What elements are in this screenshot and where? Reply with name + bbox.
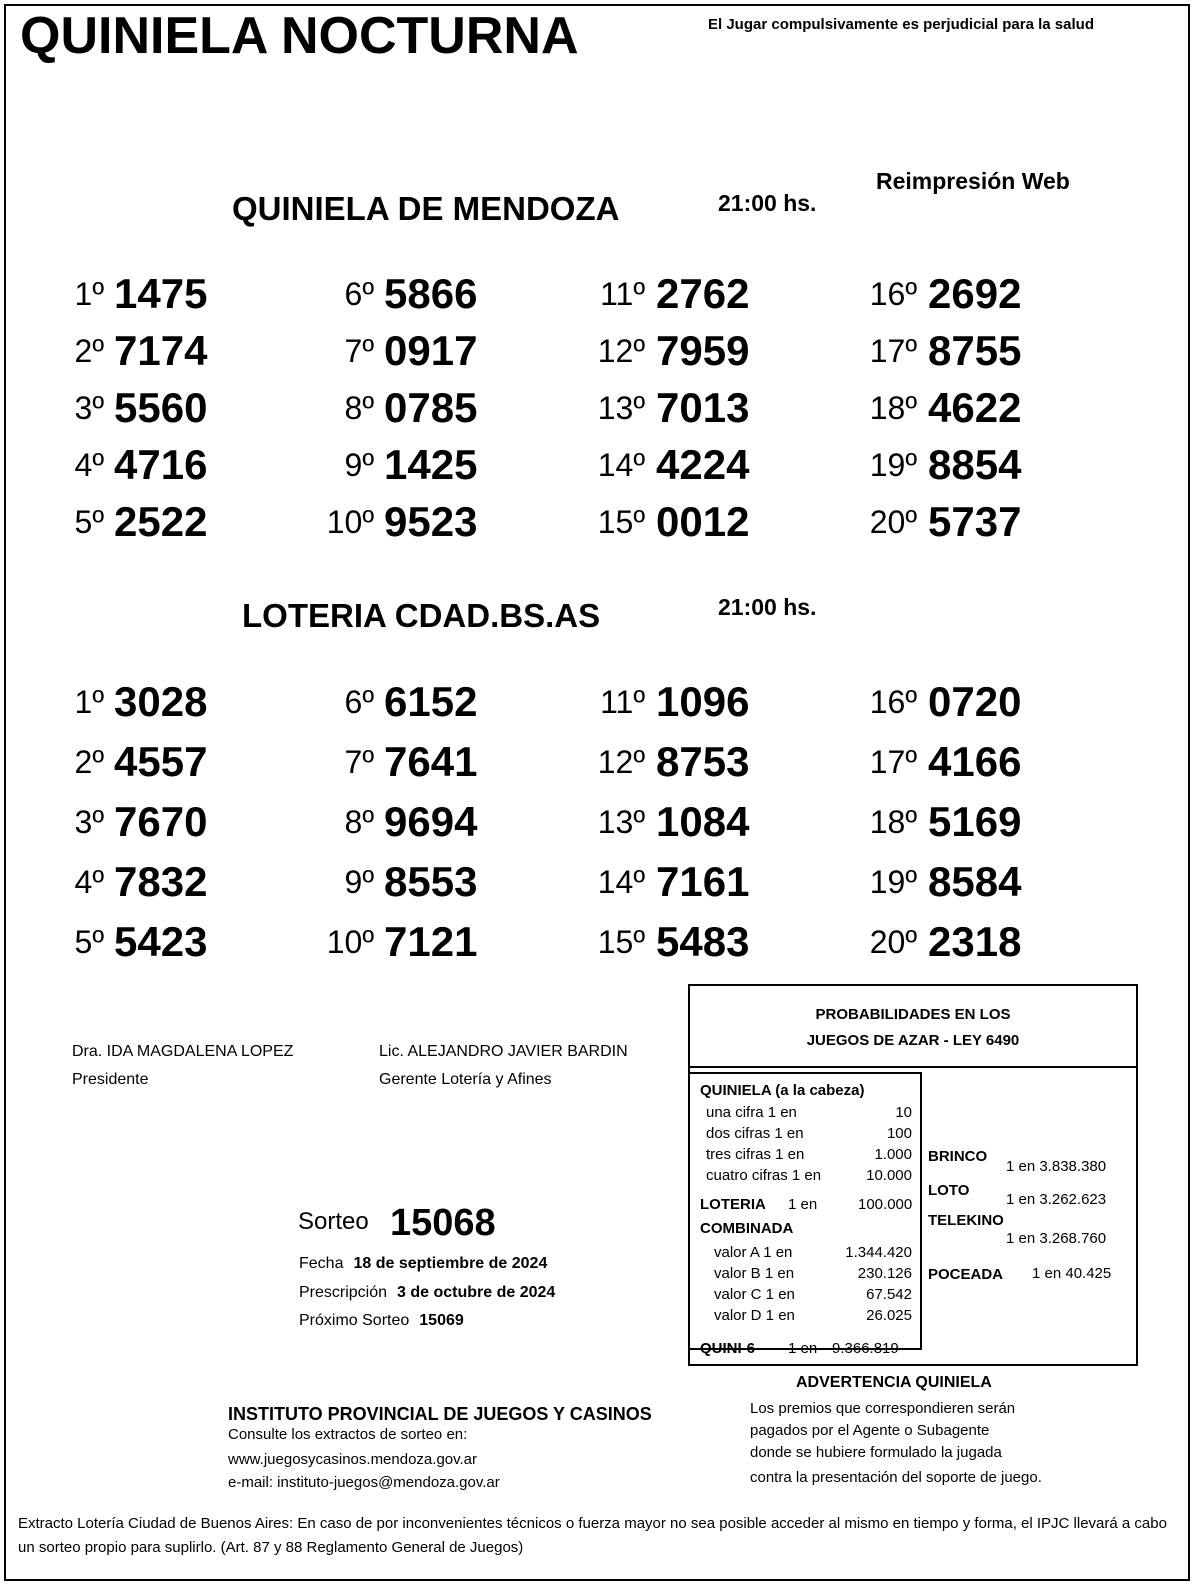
result-position: 8º [344, 804, 374, 840]
loto-label: LOTO [928, 1182, 970, 1199]
odds-row-value: 100 [886, 1125, 912, 1142]
result-position: 6º [344, 684, 374, 720]
odds-row-value: 26.025 [866, 1307, 912, 1324]
odds-row-value: 67.542 [866, 1286, 912, 1303]
result-number: 1084 [656, 798, 750, 845]
odds-row-label: dos cifras 1 en [706, 1125, 804, 1142]
result-position: 8º [344, 390, 374, 426]
section-title-loteria-bsas: LOTERIA CDAD.BS.AS [242, 597, 601, 634]
odds-row-value: 10 [895, 1104, 912, 1121]
result-position: 7º [344, 744, 374, 780]
result-number: 4224 [656, 441, 750, 488]
result-position: 10º [326, 924, 374, 960]
result-position: 3º [74, 390, 104, 426]
result-position: 20º [869, 924, 917, 960]
result-number: 9523 [384, 498, 478, 545]
result-number: 5169 [928, 798, 1022, 845]
prescripcion-row [299, 1284, 555, 1302]
result-number: 7161 [656, 858, 750, 905]
sorteo-label: Sorteo [298, 1208, 369, 1235]
president-name: Dra. IDA MAGDALENA LOPEZ [72, 1043, 294, 1060]
result-number: 4557 [114, 738, 208, 785]
result-position: 3º [74, 804, 104, 840]
quiniela-odds-title: QUINIELA (a la cabeza) [700, 1082, 865, 1099]
result-position: 19º [869, 864, 917, 900]
odds-row-value: 10.000 [866, 1167, 912, 1184]
result-number: 9694 [384, 798, 478, 845]
page-title: QUINIELA NOCTURNA [20, 7, 579, 65]
fecha-row [299, 1255, 547, 1273]
quini6-label: QUINI-6 [700, 1340, 756, 1357]
poceada-value: 1 en 40.425 [1032, 1265, 1112, 1282]
result-position: 19º [869, 447, 917, 483]
proximo-label: Próximo Sorteo [299, 1312, 410, 1329]
advertencia-line: pagados por el Agente o Subagente [750, 1422, 990, 1439]
health-warning: El Jugar compulsivamente es perjudicial para la salud [708, 16, 1094, 33]
result-number: 5737 [928, 498, 1022, 545]
advertencia-line: Los premios que correspondieren serán [750, 1400, 1016, 1417]
institute-email-link[interactable]: e-mail: instituto-juegos@mendoza.gov.ar [228, 1474, 500, 1491]
odds-row-label: valor A 1 en [714, 1244, 793, 1261]
result-number: 3028 [114, 678, 208, 725]
result-position: 4º [74, 447, 104, 483]
institute-consult: Consulte los extractos de sorteo en: [228, 1426, 468, 1443]
result-number: 7832 [114, 858, 208, 905]
result-number: 7013 [656, 384, 750, 431]
result-number: 8755 [928, 327, 1022, 374]
result-number: 5866 [384, 270, 478, 317]
result-position: 1º [74, 684, 104, 720]
quini6-value: 9.366.819 [832, 1340, 899, 1357]
result-number: 0785 [384, 384, 478, 431]
result-number: 1096 [656, 678, 750, 725]
result-number: 2692 [928, 270, 1022, 317]
president-role: Presidente [72, 1071, 149, 1088]
probabilities-title-line2: JUEGOS DE AZAR - LEY 6490 [806, 1032, 1020, 1049]
combinada-title: COMBINADA [700, 1220, 794, 1237]
manager-role: Gerente Lotería y Afines [379, 1071, 552, 1088]
brinco-value: 1 en 3.838.380 [1006, 1158, 1107, 1175]
footer-note: Extracto Lotería Ciudad de Buenos Aires: En caso de por inconvenientes técnicos o fuerza mayor no sea posible acceder al mismo en tiempo y forma, el IPJC llevará a cabo un sorteo propio para suplirlo. (Art. 87 y 88 Reglamento General de Juegos) [18, 1515, 1167, 1556]
loteria-odds-value: 100.000 [858, 1196, 913, 1213]
result-number: 8553 [384, 858, 478, 905]
result-position: 17º [869, 333, 917, 369]
advertencia-line: donde se hubiere formulado la jugada [750, 1444, 1002, 1461]
prescripcion-value: 3 de octubre de 2024 [397, 1284, 556, 1301]
result-number: 4166 [928, 738, 1022, 785]
proximo-row [299, 1312, 464, 1330]
sorteo-number: 15068 [390, 1202, 496, 1244]
odds-row-label: valor B 1 en [714, 1265, 795, 1282]
result-number: 7641 [384, 738, 478, 785]
result-number: 1475 [114, 270, 208, 317]
probabilities-title-line1: PROBABILIDADES EN LOS [815, 1006, 1011, 1023]
result-position: 18º [869, 390, 917, 426]
result-number: 5423 [114, 918, 208, 965]
result-number: 5560 [114, 384, 208, 431]
result-position: 4º [74, 864, 104, 900]
result-position: 5º [74, 924, 104, 960]
loteria-odds-label: LOTERIA [700, 1196, 766, 1213]
result-position: 2º [74, 744, 104, 780]
result-number: 2318 [928, 918, 1022, 965]
probabilities-box [688, 984, 1138, 1366]
signature-manager [379, 1038, 628, 1094]
result-number: 6152 [384, 678, 478, 725]
result-position: 12º [597, 744, 645, 780]
odds-row-label: cuatro cifras 1 en [706, 1167, 822, 1184]
result-position: 11º [600, 684, 645, 720]
loteria-odds-text: 1 en [788, 1196, 818, 1213]
result-number: 4716 [114, 441, 208, 488]
odds-row-value: 230.126 [857, 1265, 912, 1282]
result-position: 13º [597, 804, 645, 840]
result-position: 17º [869, 744, 917, 780]
result-number: 8854 [928, 441, 1022, 488]
fecha-value: 18 de septiembre de 2024 [353, 1255, 548, 1272]
result-position: 15º [597, 924, 645, 960]
telekino-value: 1 en 3.268.760 [1006, 1230, 1107, 1247]
result-position: 9º [344, 447, 374, 483]
prescripcion-label: Prescripción [299, 1284, 388, 1301]
section-title-mendoza: QUINIELA DE MENDOZA [232, 190, 620, 227]
result-position: 11º [600, 276, 645, 312]
result-position: 18º [869, 804, 917, 840]
manager-name: Lic. ALEJANDRO JAVIER BARDIN [379, 1043, 628, 1060]
result-position: 2º [74, 333, 104, 369]
odds-row-label: valor D 1 en [714, 1307, 795, 1324]
proximo-value: 15069 [419, 1312, 464, 1329]
result-position: 15º [597, 504, 645, 540]
result-number: 7670 [114, 798, 208, 845]
result-position: 9º [344, 864, 374, 900]
result-position: 16º [869, 684, 917, 720]
probabilities-heading [690, 986, 1136, 1068]
result-position: 1º [74, 276, 104, 312]
result-number: 5483 [656, 918, 750, 965]
result-position: 7º [344, 333, 374, 369]
result-position: 14º [597, 447, 645, 483]
section-time-mendoza: 21:00 hs. [718, 190, 817, 216]
reprint-label: Reimpresión Web [876, 168, 1070, 194]
result-number: 1425 [384, 441, 478, 488]
result-number: 8584 [928, 858, 1022, 905]
fecha-label: Fecha [299, 1255, 344, 1272]
result-position: 14º [597, 864, 645, 900]
result-position: 20º [869, 504, 917, 540]
odds-row-label: una cifra 1 en [706, 1104, 797, 1121]
brinco-label: BRINCO [928, 1148, 988, 1165]
signature-president [72, 1038, 293, 1094]
section-time-loteria-bsas: 21:00 hs. [718, 594, 817, 620]
result-position: 6º [344, 276, 374, 312]
result-number: 0917 [384, 327, 478, 374]
odds-row-label: tres cifras 1 en [706, 1146, 805, 1163]
result-number: 4622 [928, 384, 1022, 431]
quini6-odds-text: 1 en [788, 1340, 818, 1357]
odds-row-label: valor C 1 en [714, 1286, 795, 1303]
advertencia-line: contra la presentación del soporte de juego. [750, 1469, 1042, 1486]
result-number: 0012 [656, 498, 750, 545]
result-position: 13º [597, 390, 645, 426]
result-number: 2522 [114, 498, 208, 545]
result-position: 16º [869, 276, 917, 312]
institute-website-link[interactable]: www.juegosycasinos.mendoza.gov.ar [228, 1451, 478, 1468]
result-number: 7174 [114, 327, 208, 374]
telekino-label: TELEKINO [928, 1212, 1004, 1229]
result-number: 8753 [656, 738, 750, 785]
odds-row-value: 1.344.420 [845, 1244, 912, 1261]
result-number: 7121 [384, 918, 478, 965]
result-number: 7959 [656, 327, 750, 374]
result-position: 12º [597, 333, 645, 369]
advertencia-title: ADVERTENCIA QUINIELA [796, 1374, 992, 1391]
poceada-label: POCEADA [928, 1266, 1004, 1283]
result-position: 5º [74, 504, 104, 540]
result-position: 10º [326, 504, 374, 540]
loto-value: 1 en 3.262.623 [1006, 1191, 1107, 1208]
result-number: 2762 [656, 270, 750, 317]
result-number: 0720 [928, 678, 1022, 725]
institute-name: INSTITUTO PROVINCIAL DE JUEGOS Y CASINOS [228, 1404, 652, 1424]
odds-row-value: 1.000 [874, 1146, 912, 1163]
